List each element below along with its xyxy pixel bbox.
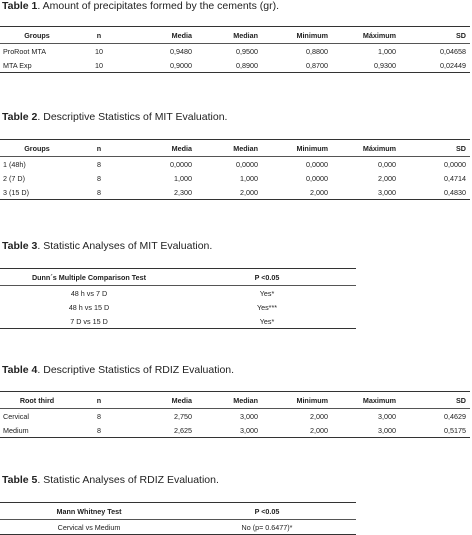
table-row [0,300,356,314]
table-row [0,520,356,535]
table-1 [0,26,470,73]
table-cell: 3 (15 D) [0,185,74,200]
table-cell: 1 (48h) [3,159,26,169]
table-1-caption [2,0,279,13]
table-cell: 8 [97,173,101,183]
table-2-caption-text: . Descriptive Statistics of MIT Evaluation. [37,111,228,123]
column-header: Minimum [262,27,332,44]
table-row [0,286,356,301]
column-header: Media [124,27,196,44]
column-header: SD [400,140,470,157]
table-cell: ProRoot MTA [3,46,47,56]
table-cell: 2,000 [262,423,332,438]
table-cell: 0,9300 [332,58,400,73]
column-header: Media [124,140,196,157]
table-cell: 2 (7 D) [3,173,25,183]
table-row [0,171,470,185]
table-cell: 0,0000 [170,159,192,169]
table-cell: 3,000 [196,423,262,438]
table-cell: MTA Exp [0,58,74,73]
table-cell: 0,8900 [196,58,262,73]
column-header: n [74,27,124,44]
table-cell: 0,0000 [236,159,258,169]
table-3-caption-text: . Statistic Analyses of MIT Evaluation. [37,240,213,252]
table-cell: 8 [74,185,124,200]
table-row [0,58,470,73]
table-cell: 48 h vs 15 D [68,302,110,312]
column-header: Median [196,27,262,44]
table-header-row [0,140,470,157]
column-header: Mann Whitney Test [0,503,178,520]
table-cell: 0,8700 [262,58,332,73]
table-4-caption [2,364,234,377]
column-header: Median [196,392,262,409]
table-cell: 0,0000 [306,173,328,183]
column-header: n [74,392,124,409]
table-1-label: Table 1 [2,0,38,12]
column-header: P <0.05 [178,503,356,520]
table-row [0,185,470,200]
table-cell: Medium [0,423,74,438]
table-2-label: Table 2 [2,111,38,123]
table-5-caption [2,474,219,487]
table-row [0,314,356,329]
table-cell: 2,300 [124,185,196,200]
table-cell: Yes*** [256,302,278,312]
table-cell: 2,000 [310,411,328,421]
table-cell: 1,000 [378,46,396,56]
table-cell: 48 h vs 7 D [70,288,108,298]
table-cell: 2,000 [378,173,396,183]
table-cell: 7 D vs 15 D [0,314,178,329]
column-header: Máximum [332,27,400,44]
table-header-row [0,503,356,520]
table-cell: 2,000 [262,185,332,200]
table-cell: 1,000 [174,173,192,183]
table-cell: 0,4830 [400,185,470,200]
table-cell: 1,000 [240,173,258,183]
table-cell: 0,4714 [444,173,466,183]
column-header: Root third [0,392,74,409]
column-header: Minimum [262,140,332,157]
table-4-label: Table 4 [2,364,38,376]
table-cell: 8 [97,159,101,169]
table-cell: 0,4629 [444,411,466,421]
table-cell: 0,9480 [170,46,192,56]
table-cell: Yes* [259,288,275,298]
column-header: Groups [0,27,74,44]
table-cell: 2,000 [196,185,262,200]
table-cell: Cervical vs Medium [0,520,178,535]
table-4-caption-text: . Descriptive Statistics of RDIZ Evaluation. [37,364,235,376]
table-row [0,409,470,424]
table-2 [0,139,470,200]
table-cell: 8 [74,423,124,438]
table-cell: 0,5175 [400,423,470,438]
table-3 [0,268,356,329]
column-header: SD [400,392,470,409]
table-cell: 0,0000 [444,159,466,169]
table-5 [0,502,356,535]
table-cell: 0,9000 [124,58,196,73]
table-3-label: Table 3 [2,240,38,252]
table-cell: 3,000 [378,411,396,421]
table-1-caption-text: . Amount of precipitates formed by the cements (gr). [37,0,280,12]
table-cell: 3,000 [332,185,400,200]
table-row [0,44,470,59]
column-header: Minimum [262,392,332,409]
table-cell: 0,04658 [440,46,466,56]
table-cell: 2,750 [174,411,192,421]
column-header: P <0.05 [178,269,356,286]
column-header: Groups [0,140,74,157]
table-cell: 3,000 [332,423,400,438]
table-cell: 10 [95,46,103,56]
table-cell: 0,000 [378,159,396,169]
table-cell: Cervical [3,411,29,421]
column-header: Media [124,392,196,409]
column-header: Dunn´s Multiple Comparison Test [0,269,178,286]
table-header-row [0,392,470,409]
table-2-caption [2,111,227,124]
table-cell: 0,8800 [306,46,328,56]
table-row [0,423,470,438]
table-cell: No (p= 0.6477)* [178,520,356,535]
table-5-caption-text: . Statistic Analyses of RDIZ Evaluation. [37,474,219,486]
table-cell: 0,02449 [400,58,470,73]
table-cell: 0,9500 [236,46,258,56]
table-5-label: Table 5 [2,474,38,486]
table-header-row [0,27,470,44]
table-cell: 8 [97,411,101,421]
column-header: Máximum [332,140,400,157]
table-cell: 10 [74,58,124,73]
table-cell: 0,0000 [306,159,328,169]
table-3-caption [2,240,212,253]
column-header: SD [400,27,470,44]
table-row [0,157,470,172]
table-4 [0,391,470,438]
table-header-row [0,269,356,286]
table-cell: Yes* [178,314,356,329]
table-cell: 3,000 [240,411,258,421]
column-header: n [74,140,124,157]
table-cell: 2,625 [124,423,196,438]
column-header: Maximum [332,392,400,409]
column-header: Median [196,140,262,157]
